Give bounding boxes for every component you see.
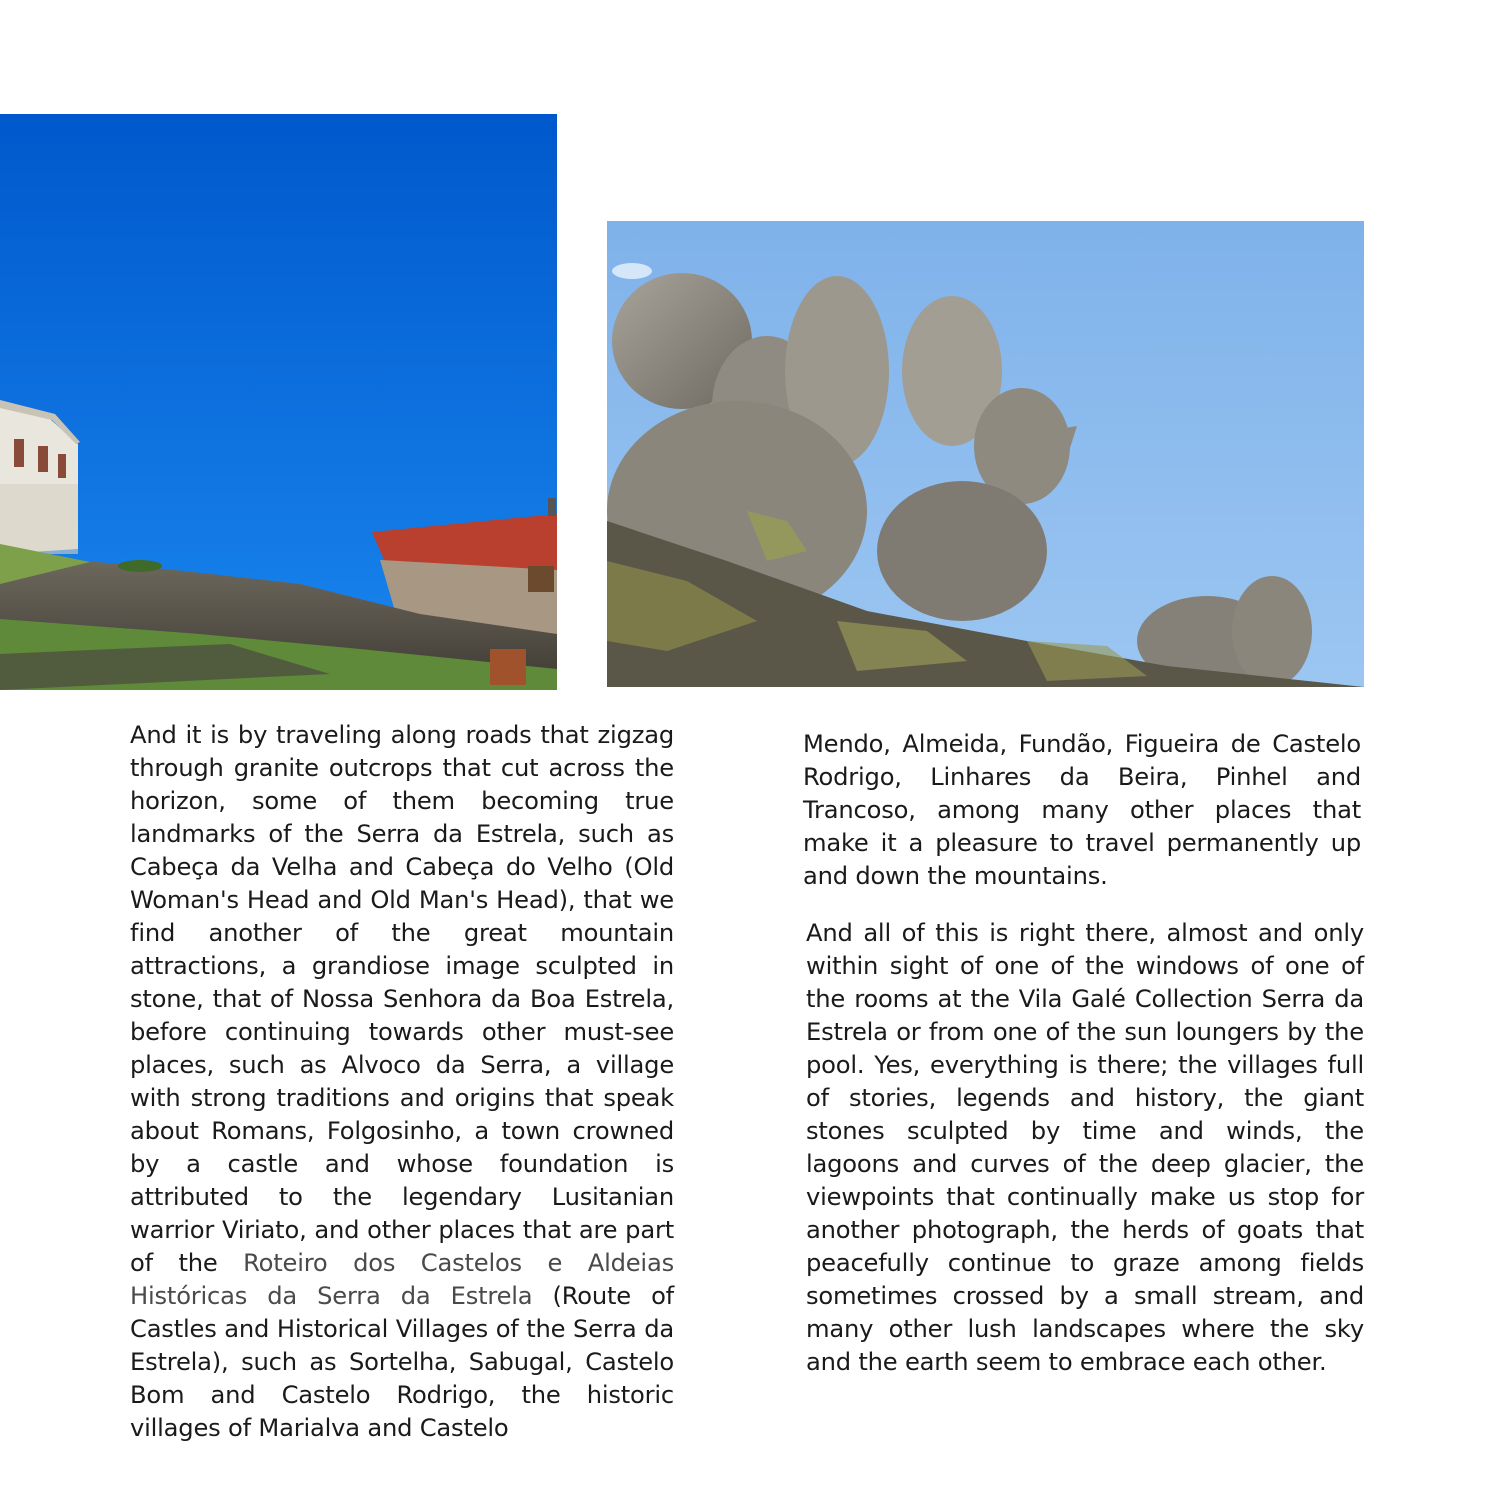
paragraph-text-continued: (Route of Castles and Historical Villages of the Serra da Estrela), such as Sortelha, Sabugal, Castelo Bom and Castelo Rodrigo, the historic villages of Marialva and Castelo xyxy=(130,1282,674,1442)
article-paragraph: And all of this is right there, almost and only within sight of one of the windows of one of the rooms at the Vila Galé Collection Serra da Estrela or from one of the sun loungers by the pool. Yes, everything is there; the villages full of stories, legends and history, the giant stones sculpted by time and winds, the lagoons and curves of the deep glacier, the viewpoints that continually make us stop for another photograph, the herds of goats that peacefully continue to graze among fields sometimes crossed by a small stream, and many other lush landscapes where the sky and the earth seem to embrace each other. xyxy=(806,919,1364,1376)
article-paragraph xyxy=(130,719,674,1445)
article-left-column xyxy=(130,719,674,1442)
manor-house-image xyxy=(0,114,557,690)
article-right-column-bottom xyxy=(806,917,1364,1379)
article-right-column-top xyxy=(803,728,1361,893)
granite-heads-photo xyxy=(607,221,1364,687)
paragraph-text: And it is by traveling along roads that zigzag through granite outcrops that cut across the horizon, some of them becoming true landmarks of the Serra da Estrela, such as Cabeça da Velha and Cabeça do Velho (Old Woman's Head and Old Man's Head), that we find another of the great mountain attractions, a grandiose image sculpted in stone, that of Nossa Senhora da Boa Estrela, before continuing towards other must-see places, such as Alvoco da Serra, a village with strong traditions and origins that speak about Romans, Folgosinho, a town crowned by a castle and whose foundation is attributed to the legendary Lusitanian warrior Viriato, and other places that are part of the xyxy=(130,721,674,1277)
manor-house-photo xyxy=(0,114,557,690)
route-link[interactable]: Roteiro dos Castelos e Aldeias Históricas da Serra da Estrela xyxy=(130,1249,674,1310)
article-paragraph-continuation: Mendo, Almeida, Fundão, Figueira de Castelo Rodrigo, Linhares da Beira, Pinhel and Trancoso, among many other places that make it a pleasure to travel permanently up and down the mountains. xyxy=(803,730,1361,890)
granite-rocks-image xyxy=(607,221,1364,687)
